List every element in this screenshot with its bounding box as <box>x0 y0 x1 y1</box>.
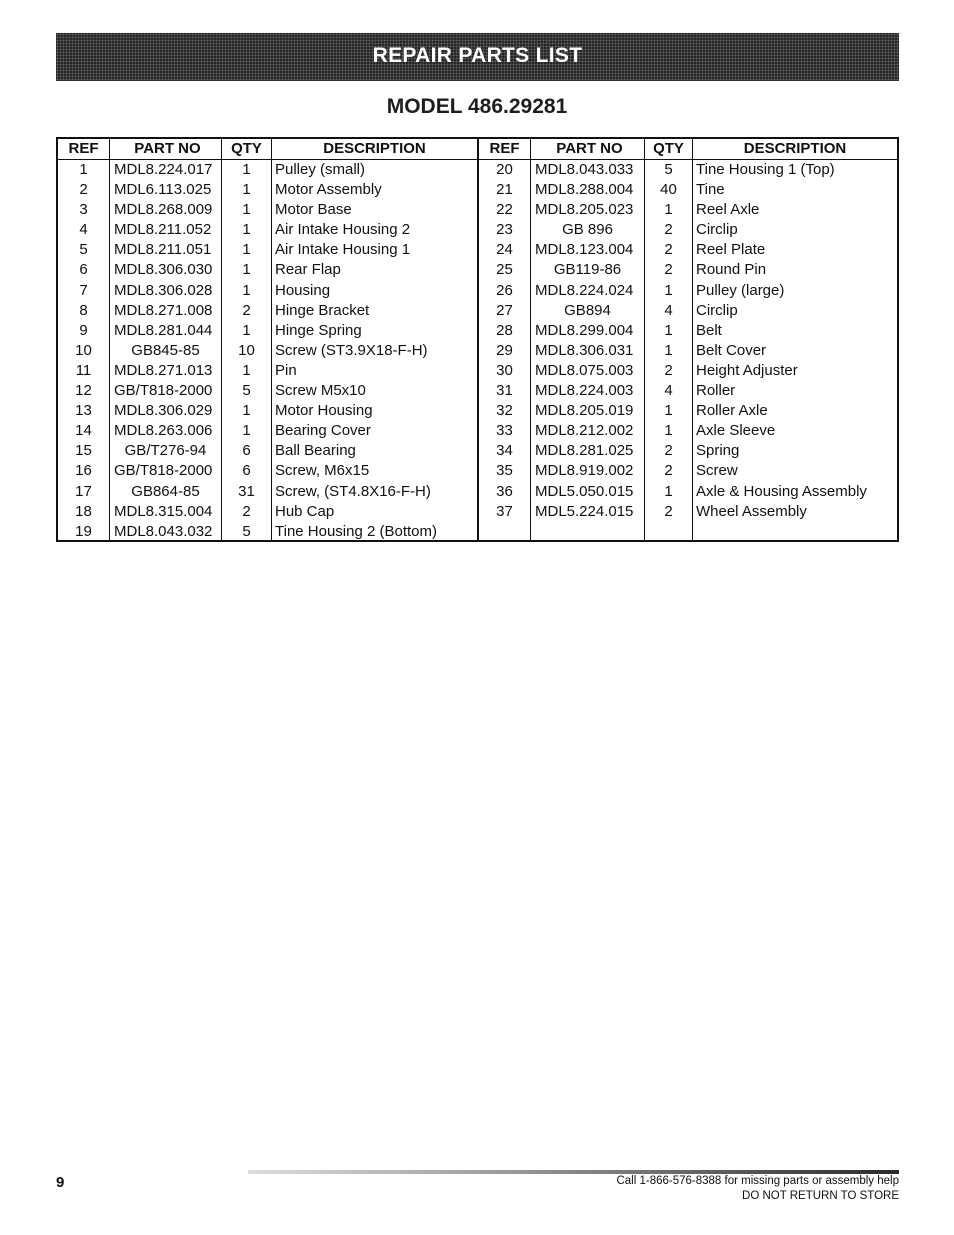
ref-cell: 20 <box>479 160 531 180</box>
part-no-cell: GB119-86 <box>531 260 645 280</box>
part-no-cell: MDL8.123.004 <box>531 240 645 260</box>
qty-cell: 1 <box>222 281 272 301</box>
description-cell: Air Intake Housing 1 <box>275 241 411 259</box>
ref-cell: 25 <box>479 260 531 280</box>
table-header-row <box>479 139 897 160</box>
ref-cell: 35 <box>479 461 531 481</box>
description-cell: Round Pin <box>696 261 767 279</box>
ref-cell: 8 <box>58 301 110 321</box>
table-row <box>58 281 477 301</box>
parts-table-left <box>58 139 479 540</box>
part-no-cell: MDL8.281.025 <box>531 441 645 461</box>
ref-cell: 13 <box>58 401 110 421</box>
parts-table-right <box>479 139 897 540</box>
ref-cell: 26 <box>479 281 531 301</box>
part-no-cell: MDL5.224.015 <box>531 502 645 522</box>
table-row <box>479 240 897 260</box>
description-cell: Circlip <box>696 221 738 239</box>
header-part-no: PART NO <box>110 139 222 159</box>
part-no-cell: GB 896 <box>531 220 645 240</box>
empty-qty-column <box>645 522 693 540</box>
qty-cell: 1 <box>222 240 272 260</box>
ref-cell: 32 <box>479 401 531 421</box>
description-cell: Reel Plate <box>696 241 766 259</box>
ref-cell: 7 <box>58 281 110 301</box>
table-row <box>479 502 897 522</box>
part-no-cell: MDL8.205.023 <box>531 200 645 220</box>
header-ref: REF <box>479 139 531 159</box>
ref-cell: 5 <box>58 240 110 260</box>
qty-cell: 1 <box>222 160 272 180</box>
qty-cell: 2 <box>222 502 272 522</box>
description-cell: Pulley (small) <box>275 161 366 178</box>
parts-table <box>56 137 899 542</box>
description-cell: Bearing Cover <box>275 422 371 440</box>
ref-cell: 31 <box>479 381 531 401</box>
part-no-cell: MDL8.263.006 <box>110 421 222 441</box>
ref-cell: 17 <box>58 482 110 502</box>
table-row <box>58 361 477 381</box>
ref-cell: 16 <box>58 461 110 481</box>
footer-divider <box>248 1170 899 1174</box>
qty-cell: 6 <box>222 441 272 461</box>
ref-cell: 37 <box>479 502 531 522</box>
qty-cell: 10 <box>222 341 272 361</box>
table-row <box>58 502 477 522</box>
store-notice: DO NOT RETURN TO STORE <box>742 1190 899 1202</box>
part-no-cell: GB864-85 <box>110 482 222 502</box>
ref-cell: 24 <box>479 240 531 260</box>
part-no-cell: GB894 <box>531 301 645 321</box>
qty-cell: 1 <box>645 200 693 220</box>
table-row <box>58 180 477 200</box>
description-cell: Roller Axle <box>696 402 768 420</box>
part-no-cell: MDL8.224.024 <box>531 281 645 301</box>
qty-cell: 1 <box>645 341 693 361</box>
table-row <box>479 200 897 220</box>
table-row <box>479 160 897 180</box>
ref-cell: 15 <box>58 441 110 461</box>
description-cell: Hinge Spring <box>275 321 362 339</box>
table-row <box>479 220 897 240</box>
empty-ref-column <box>479 522 531 540</box>
qty-cell: 1 <box>222 421 272 441</box>
model-title: MODEL 486.29281 <box>386 95 568 118</box>
table-row <box>58 341 477 361</box>
qty-cell: 31 <box>222 482 272 502</box>
ref-cell: 2 <box>58 180 110 200</box>
part-no-cell: MDL8.224.017 <box>110 160 222 180</box>
table-row <box>479 381 897 401</box>
description-cell: Screw, M6x15 <box>275 462 370 480</box>
description-cell: Spring <box>696 442 740 460</box>
part-no-cell: MDL8.306.030 <box>110 260 222 280</box>
qty-cell: 4 <box>645 381 693 401</box>
table-row <box>58 321 477 341</box>
part-no-cell: MDL8.224.003 <box>531 381 645 401</box>
table-row <box>58 482 477 502</box>
qty-cell: 1 <box>222 220 272 240</box>
ref-cell: 29 <box>479 341 531 361</box>
table-row <box>58 301 477 321</box>
ref-cell: 14 <box>58 421 110 441</box>
part-no-cell: MDL8.288.004 <box>531 180 645 200</box>
qty-cell: 2 <box>645 361 693 381</box>
part-no-cell: GB/T276-94 <box>110 441 222 461</box>
ref-cell: 33 <box>479 421 531 441</box>
ref-cell: 10 <box>58 341 110 361</box>
part-no-cell: MDL8.075.003 <box>531 361 645 381</box>
header-description: DESCRIPTION <box>323 140 426 157</box>
table-row <box>58 401 477 421</box>
qty-cell: 40 <box>645 180 693 200</box>
part-no-cell: MDL8.306.029 <box>110 401 222 421</box>
part-no-cell: MDL8.271.013 <box>110 361 222 381</box>
part-no-cell: MDL8.043.033 <box>531 160 645 180</box>
ref-cell: 11 <box>58 361 110 381</box>
ref-cell: 4 <box>58 220 110 240</box>
table-row <box>479 281 897 301</box>
table-header-row <box>58 139 477 160</box>
description-cell: Circlip <box>696 301 738 319</box>
qty-cell: 5 <box>645 160 693 180</box>
part-no-cell: MDL8.281.044 <box>110 321 222 341</box>
table-empty-space <box>479 522 897 540</box>
table-row <box>479 421 897 441</box>
qty-cell: 2 <box>645 502 693 522</box>
banner-title: REPAIR PARTS LIST <box>372 44 583 67</box>
description-cell: Motor Base <box>275 201 352 219</box>
empty-part-column <box>531 522 645 540</box>
qty-cell: 1 <box>645 421 693 441</box>
table-row <box>479 341 897 361</box>
ref-cell: 12 <box>58 381 110 401</box>
description-cell: Rear Flap <box>275 261 341 279</box>
ref-cell: 28 <box>479 321 531 341</box>
description-cell: Hinge Bracket <box>275 301 370 319</box>
ref-cell: 30 <box>479 361 531 381</box>
ref-cell: 21 <box>479 180 531 200</box>
part-no-cell: MDL8.919.002 <box>531 461 645 481</box>
description-cell: Housing <box>275 281 331 299</box>
qty-cell: 1 <box>222 321 272 341</box>
description-cell: Motor Assembly <box>275 181 382 199</box>
ref-cell: 34 <box>479 441 531 461</box>
table-row <box>479 180 897 200</box>
part-no-cell: GB845-85 <box>110 341 222 361</box>
qty-cell: 4 <box>645 301 693 321</box>
table-row <box>58 421 477 441</box>
header-qty: QTY <box>222 139 272 159</box>
ref-cell: 6 <box>58 260 110 280</box>
description-cell: Height Adjuster <box>696 361 798 379</box>
description-cell: Air Intake Housing 2 <box>275 221 411 239</box>
table-row <box>58 200 477 220</box>
ref-cell: 19 <box>58 522 110 542</box>
qty-cell: 5 <box>222 381 272 401</box>
ref-cell: 1 <box>58 160 110 180</box>
table-row <box>479 361 897 381</box>
header-banner <box>56 33 899 81</box>
description-cell: Axle Sleeve <box>696 422 776 440</box>
table-row <box>58 522 477 542</box>
part-no-cell: GB/T818-2000 <box>110 381 222 401</box>
table-row <box>479 482 897 502</box>
description-cell: Roller <box>696 382 736 400</box>
part-no-cell: MDL8.299.004 <box>531 321 645 341</box>
table-row <box>58 160 477 180</box>
table-row <box>479 301 897 321</box>
part-no-cell: MDL8.211.051 <box>110 240 222 260</box>
part-no-cell: MDL8.315.004 <box>110 502 222 522</box>
table-row <box>58 441 477 461</box>
table-row <box>58 461 477 481</box>
qty-cell: 2 <box>222 301 272 321</box>
table-row <box>479 461 897 481</box>
table-row <box>479 321 897 341</box>
part-no-cell: MDL8.043.032 <box>110 522 222 542</box>
part-no-cell: MDL8.268.009 <box>110 200 222 220</box>
part-no-cell: MDL6.113.025 <box>110 180 222 200</box>
part-no-cell: GB/T818-2000 <box>110 461 222 481</box>
qty-cell: 2 <box>645 441 693 461</box>
table-row <box>479 441 897 461</box>
qty-cell: 1 <box>645 281 693 301</box>
ref-cell: 22 <box>479 200 531 220</box>
header-part-no: PART NO <box>531 139 645 159</box>
description-cell: Pulley (large) <box>696 281 785 299</box>
part-no-cell: MDL8.306.031 <box>531 341 645 361</box>
qty-cell: 2 <box>645 240 693 260</box>
ref-cell: 36 <box>479 482 531 502</box>
table-row <box>479 260 897 280</box>
qty-cell: 5 <box>222 522 272 542</box>
qty-cell: 1 <box>222 401 272 421</box>
description-cell: Tine <box>696 181 725 199</box>
part-no-cell: MDL8.306.028 <box>110 281 222 301</box>
ref-cell: 23 <box>479 220 531 240</box>
part-no-cell: MDL8.205.019 <box>531 401 645 421</box>
qty-cell: 2 <box>645 220 693 240</box>
description-cell: Belt <box>696 321 722 339</box>
qty-cell: 1 <box>222 200 272 220</box>
qty-cell: 1 <box>645 401 693 421</box>
description-cell: Screw (ST3.9X18-F-H) <box>275 341 428 359</box>
table-row <box>58 220 477 240</box>
description-cell: Screw <box>696 462 738 480</box>
qty-cell: 2 <box>645 461 693 481</box>
description-cell: Tine Housing 1 (Top) <box>696 161 835 178</box>
header-qty: QTY <box>645 139 693 159</box>
page-number: 9 <box>56 1174 65 1191</box>
description-cell: Hub Cap <box>275 502 335 520</box>
empty-description-column <box>693 522 897 540</box>
qty-cell: 1 <box>645 321 693 341</box>
ref-cell: 9 <box>58 321 110 341</box>
description-cell: Reel Axle <box>696 201 760 219</box>
header-ref: REF <box>58 139 110 159</box>
qty-cell: 2 <box>645 260 693 280</box>
description-cell: Tine Housing 2 (Bottom) <box>275 522 438 540</box>
description-cell: Axle & Housing Assembly <box>696 482 867 500</box>
table-row <box>479 401 897 421</box>
ref-cell: 3 <box>58 200 110 220</box>
help-text: Call 1-866-576-8388 for missing parts or assembly help <box>616 1175 899 1187</box>
qty-cell: 1 <box>222 180 272 200</box>
description-cell: Pin <box>275 361 297 379</box>
ref-cell: 18 <box>58 502 110 522</box>
description-cell: Motor Housing <box>275 402 373 420</box>
part-no-cell: MDL8.212.002 <box>531 421 645 441</box>
part-no-cell: MDL5.050.015 <box>531 482 645 502</box>
description-cell: Belt Cover <box>696 341 767 359</box>
qty-cell: 6 <box>222 461 272 481</box>
table-row <box>58 260 477 280</box>
ref-cell: 27 <box>479 301 531 321</box>
part-no-cell: MDL8.211.052 <box>110 220 222 240</box>
description-cell: Screw M5x10 <box>275 382 366 400</box>
description-cell: Wheel Assembly <box>696 502 807 520</box>
table-row <box>58 240 477 260</box>
qty-cell: 1 <box>222 260 272 280</box>
qty-cell: 1 <box>645 482 693 502</box>
table-row <box>58 381 477 401</box>
description-cell: Screw, (ST4.8X16-F-H) <box>275 482 431 500</box>
qty-cell: 1 <box>222 361 272 381</box>
header-description: DESCRIPTION <box>743 140 847 157</box>
description-cell: Ball Bearing <box>275 442 356 460</box>
part-no-cell: MDL8.271.008 <box>110 301 222 321</box>
